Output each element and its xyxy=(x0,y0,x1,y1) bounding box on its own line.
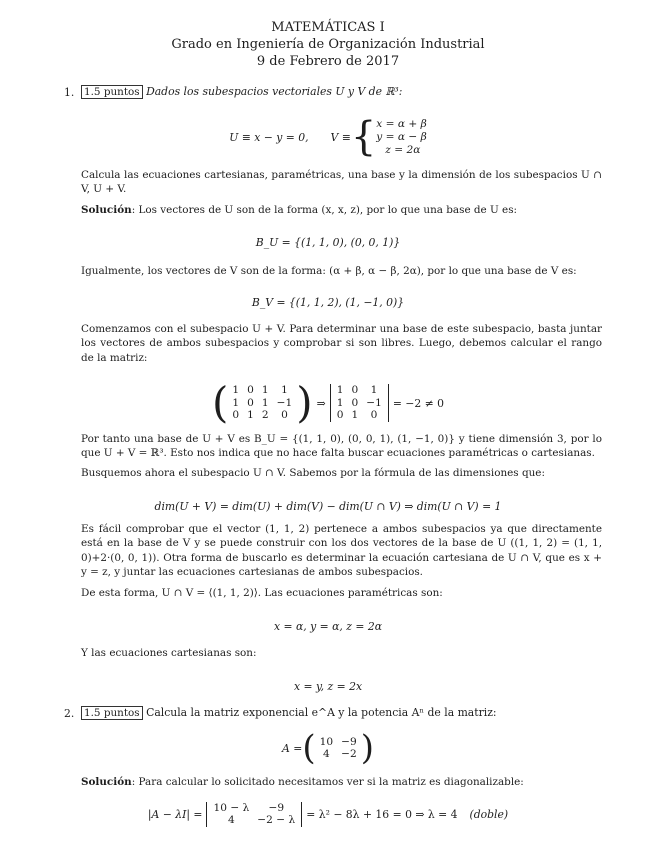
problem-2-number: 2. xyxy=(64,707,75,720)
eq-V-label: V ≡ xyxy=(330,130,351,144)
problem-1-header xyxy=(81,85,402,99)
problem-2-header xyxy=(81,706,497,720)
matrix-cell: 10 xyxy=(319,735,334,748)
matrix-cell: 1 xyxy=(281,384,288,397)
rank-computation xyxy=(0,378,656,428)
problem-2-points: 1.5 puntos xyxy=(81,706,143,720)
matrix-cell: 0 xyxy=(281,409,288,422)
determinant-matrix xyxy=(333,384,386,422)
characteristic-polynomial xyxy=(0,796,656,832)
det-cell: 0 xyxy=(336,409,344,422)
matrix-cell: 1 xyxy=(232,384,240,397)
solution-label: Solución xyxy=(81,204,132,216)
parametric-equations: x = α, y = α, z = 2α xyxy=(273,620,383,633)
problem-1-statement: Dados los subespacios vectoriales U y V de ℝ³: xyxy=(146,85,403,98)
matrix-A xyxy=(316,736,361,761)
right-paren: ) xyxy=(360,728,374,768)
matrix-cell: 1 xyxy=(261,396,269,409)
solution-1-para-4: Por tanto una base de U + V es B_U = {(1, 1, 0), (0, 0, 1), (1, −1, 0)} y tiene dimensión 3, por lo que U + V = ℝ³. Esto nos indica que no hace falta buscar ecuaciones paramétricas o cartesianas. xyxy=(81,433,602,460)
degree-name: Grado en Ingeniería de Organización Industrial xyxy=(171,37,485,52)
problem-1-number: 1. xyxy=(64,86,75,99)
left-paren: ( xyxy=(302,728,316,768)
matrix-cell: 2 xyxy=(261,409,269,422)
char-result: = λ² − 8λ + 16 = 0 ⇒ λ = 4 xyxy=(306,807,458,821)
basis-U: B_U = {(1, 1, 0), (0, 0, 1)} xyxy=(255,236,401,249)
det-cell: 4 xyxy=(228,814,235,826)
rank-matrix xyxy=(228,384,296,422)
left-brace: { xyxy=(350,114,377,160)
matrix-cell: 0 xyxy=(247,384,254,397)
eq-V-system xyxy=(376,118,427,157)
matrix-cell: −1 xyxy=(276,396,293,409)
solution-label: Solución xyxy=(81,776,132,788)
determinant-result: = −2 ≠ 0 xyxy=(392,396,444,410)
document-title: MATEMÁTICAS I xyxy=(271,20,385,35)
solution-1-para-6: Es fácil comprobar que el vector (1, 1, 2) pertenece a ambos subespacios ya que directamente está en la base de V y se puede construir con los dos vectores de la base de U ((1, 1, 2) = (1, 1, 0)+2·(0, 0, 1)). Otra forma de buscarlo es determinar la ecuación cartesiana de U ∩ V, que es x + y = z, y juntar las ecuaciones cartesianas de ambos subespacios. xyxy=(81,523,602,578)
solution-1-para-3: Comenzamos con el subespacio U + V. Para determinar una base de este subespacio, basta juntar los vectores de ambos subespacios y comprobar si son libres. Luego, debemos calcular el rango de la matriz: xyxy=(81,323,602,364)
det-cell: 1 xyxy=(336,384,344,397)
det-cell: 0 xyxy=(370,409,378,422)
matrix-A-label: A = xyxy=(282,741,303,755)
dimension-formula: dim(U + V) = dim(U) + dim(V) − dim(U ∩ V) ⇒ dim(U ∩ V) = 1 xyxy=(154,500,502,513)
basis-V: B_V = {(1, 1, 2), (1, −1, 0)} xyxy=(251,296,405,309)
matrix-cell: 1 xyxy=(232,396,240,409)
solution-1-para-5: Busquemos ahora el subespacio U ∩ V. Sabemos por la fórmula de las dimensiones que: xyxy=(81,467,545,479)
det-cell: 0 xyxy=(351,396,359,409)
matrix-cell: 1 xyxy=(261,384,269,397)
det-cell: −2 − λ xyxy=(257,814,296,826)
det-cell: 1 xyxy=(370,384,378,397)
solution-2-intro xyxy=(81,775,602,789)
problem-1-points: 1.5 puntos xyxy=(81,85,143,99)
char-matrix xyxy=(209,802,299,827)
char-label: |A − λI| = xyxy=(147,807,203,821)
determinant xyxy=(330,384,389,422)
char-determinant xyxy=(206,802,302,827)
det-cell: 10 − λ xyxy=(213,801,250,814)
matrix-cell: 1 xyxy=(247,409,254,422)
solution-1-para-2: Igualmente, los vectores de V son de la forma: (α + β, α − β, 2α), por lo que una base de V es: xyxy=(81,265,577,277)
solution-1-intro xyxy=(81,203,602,217)
right-paren: ) xyxy=(296,378,313,427)
matrix-A-definition xyxy=(0,728,656,768)
solution-1-para-7: De esta forma, U ∩ V = ⟨(1, 1, 2)⟩. Las ecuaciones paramétricas son: xyxy=(81,587,443,599)
subspace-definitions xyxy=(0,110,656,164)
det-cell: −1 xyxy=(366,396,382,409)
eq-V-line: z = 2α xyxy=(385,143,421,156)
det-cell: −9 xyxy=(268,801,285,814)
solution-1-para-8: Y las ecuaciones cartesianas son: xyxy=(81,647,257,659)
matrix-cell: −9 xyxy=(341,735,357,748)
det-cell: 1 xyxy=(336,396,344,409)
solution-text: : Los vectores de U son de la forma (x, x, z), por lo que una base de U es: xyxy=(131,204,518,216)
eq-U: U ≡ x − y = 0, xyxy=(229,130,309,144)
problem-1-task: Calcula las ecuaciones cartesianas, paramétricas, una base y la dimensión de los subespacios U ∩ V, U + V. xyxy=(81,169,602,196)
det-cell: 1 xyxy=(351,409,359,422)
matrix-cell: 4 xyxy=(322,748,330,760)
exam-date: 9 de Febrero de 2017 xyxy=(256,54,400,69)
implies-symbol: ⇒ xyxy=(316,396,326,410)
cartesian-equations: x = y, z = 2x xyxy=(293,680,363,693)
solution-text: : Para calcular lo solicitado necesitamos ver si la matriz es diagonalizable: xyxy=(131,776,524,788)
matrix-cell: 0 xyxy=(232,409,240,422)
matrix-cell: −2 xyxy=(341,748,357,760)
matrix-cell: 0 xyxy=(247,396,254,409)
eq-V-line: x = α + β xyxy=(376,117,427,130)
problem-2-statement: Calcula la matriz exponencial e^A y la potencia Aⁿ de la matriz: xyxy=(146,706,497,719)
char-note: (doble) xyxy=(469,807,509,821)
eq-V-line: y = α − β xyxy=(376,130,427,143)
left-paren: ( xyxy=(211,378,229,427)
det-cell: 0 xyxy=(351,384,359,397)
